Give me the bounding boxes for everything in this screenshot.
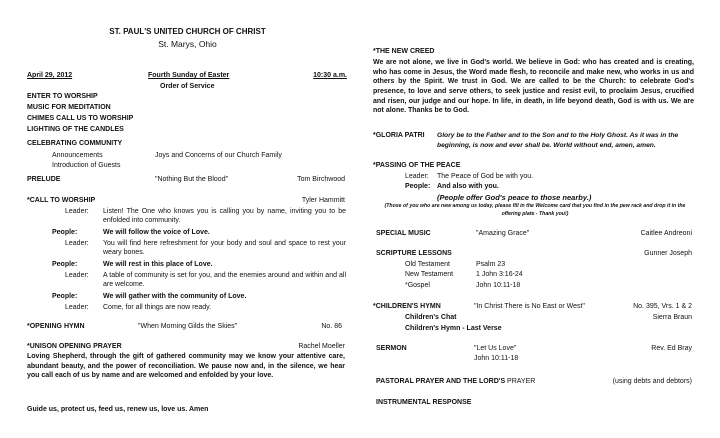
litany-text: Listen! The One who knows you is calling you by name, inviting you to be enfolded into community. — [103, 208, 346, 225]
litany-speaker: Leader: — [65, 240, 89, 247]
call-label: *CALL TO WORSHIP — [27, 197, 96, 204]
litany-speaker: Leader: — [65, 272, 89, 279]
item-candles: LIGHTING OF THE CANDLES — [27, 126, 124, 133]
lesson-ref: Psalm 23 — [476, 261, 506, 268]
unison-closing: Guide us, protect us, feed us, renew us, love us. Amen — [27, 406, 209, 413]
gloria-text: Glory be to the Father and to the Son and to the Holy Ghost. As it was in the beginning, is now and ever shall be. World without end, amen, amen. — [437, 132, 679, 149]
sermon-preacher: Rev. Ed Bray — [651, 345, 692, 352]
lesson-ref: 1 John 3:16-24 — [476, 271, 523, 278]
lessons-label: SCRIPTURE LESSONS — [376, 250, 452, 257]
lesson-name: New Testament — [405, 271, 454, 278]
peace-people-text: And also with you. — [437, 183, 499, 190]
litany-speaker: People: — [52, 229, 78, 236]
litany-speaker: Leader: — [65, 208, 89, 215]
litany-speaker: Leader: — [65, 304, 89, 311]
lesson-ref: John 10:11-18 — [476, 282, 521, 289]
litany-text: Come, for all things are now ready. — [103, 304, 212, 311]
peace-label: *PASSING OF THE PEACE — [373, 162, 461, 169]
childrens-chat-leader: Sierra Braun — [652, 314, 692, 321]
opening-hymn-label: *OPENING HYMN — [27, 323, 85, 330]
lesson-name: Old Testament — [405, 261, 451, 268]
service-sunday: Fourth Sunday of Easter — [148, 72, 230, 79]
sermon-reference: John 10:11-18 — [474, 355, 519, 362]
unison-prayer-text: Loving Shepherd, through the gift of gathered community may we know your attentive care, abundant beauty, and the power of reconciliation. We pause now and, in the silence, we hear you call each of us by name and are welcomed and enfolded by your love. — [27, 353, 345, 380]
pastoral-prayer-label — [376, 377, 535, 386]
order-title: Order of Service — [160, 83, 215, 90]
service-date: April 29, 2012 — [27, 72, 73, 79]
sermon-label: SERMON — [376, 345, 407, 352]
instrumental-response: INSTRUMENTAL RESPONSE — [376, 399, 472, 406]
announcements: Announcements — [52, 152, 103, 159]
lesson-name: *Gospel — [405, 282, 430, 289]
creed-label: *THE NEW CREED — [373, 48, 435, 55]
item-chimes: CHIMES CALL US TO WORSHIP — [27, 115, 134, 122]
litany-text: We will gather with the community of Love. — [103, 293, 247, 300]
service-time: 10:30 a.m. — [313, 72, 347, 79]
church-name: ST. PAUL'S UNITED CHURCH OF CHRIST — [109, 27, 266, 36]
special-music-label: SPECIAL MUSIC — [376, 230, 431, 237]
litany-text: We will rest in this place of Love. — [103, 261, 213, 268]
litany-text: A table of community is set for you, and the enemies around and within and all are welcome. — [103, 272, 346, 289]
special-music-title: "Amazing Grace" — [476, 230, 530, 237]
peace-offer: (People offer God's peace to those nearby.) — [437, 193, 592, 202]
special-music-performer: Caitlee Andreoni — [640, 230, 692, 237]
pastoral-prayer-label-rest: PRAYER — [505, 378, 536, 385]
childrens-hymn-number: No. 395, Vrs. 1 & 2 — [633, 303, 692, 310]
litany-speaker: People: — [52, 261, 78, 268]
item-music: MUSIC FOR MEDITATION — [27, 104, 111, 111]
gloria-label: *GLORIA PATRI — [373, 132, 425, 139]
litany-text: We will follow the voice of Love. — [103, 229, 210, 236]
creed-text: We are not alone, we live in God's world. We believe in God: who has created and is creating, who has come in Jesus, the Word made flesh, to reconcile and make new, who works in us and others by the Spirit. We trust in God. We are called to be the Church: to celebrate God's presence, to love and serve others, to seek justice and resist evil, to proclaim Jesus, crucified and risen, our judge and our hope. In life, in death, in life beyond death, God is with us. We are not alone. Thanks be to God. — [373, 59, 694, 115]
peace-people: People: — [405, 183, 431, 190]
prelude-performer: Tom Birchwood — [297, 176, 345, 183]
church-location: St. Marys, Ohio — [158, 39, 217, 49]
pastoral-prayer-note: (using debts and debtors) — [612, 378, 692, 385]
unison-leader: Rachel Moeller — [298, 343, 345, 350]
call-leader: Tyler Hammitt — [301, 197, 345, 204]
pastoral-prayer-label-bold: PASTORAL PRAYER AND THE LORD'S — [376, 378, 506, 385]
peace-note: (Those of you who are new among us today, please fill in the Welcome card that you find in the pew rack and drop it in the offering plate - Thank you!) — [384, 203, 686, 217]
intro-guests: Introduction of Guests — [52, 162, 121, 169]
peace-leader: Leader: — [405, 173, 429, 180]
litany-speaker: People: — [52, 293, 78, 300]
prelude-title: "Nothing But the Blood" — [155, 176, 229, 183]
childrens-chat-label: Children's Chat — [405, 314, 457, 321]
item-enter: ENTER TO WORSHIP — [27, 93, 98, 100]
lessons-reader: Gunner Joseph — [644, 250, 692, 257]
prelude-label: PRELUDE — [27, 176, 61, 183]
childrens-hymn-title: "In Christ There is No East or West" — [474, 303, 585, 310]
peace-leader-text: The Peace of God be with you. — [437, 173, 534, 180]
childrens-hymn-label: *CHILDREN'S HYMN — [373, 303, 441, 310]
celebrating-heading: CELEBRATING COMMUNITY — [27, 140, 123, 147]
litany-text: You will find here refreshment for your body and soul and space to rest your weary bones. — [103, 240, 346, 257]
unison-label: *UNISON OPENING PRAYER — [27, 343, 122, 350]
childrens-last-verse: Children's Hymn - Last Verse — [405, 325, 502, 332]
opening-hymn-number: No. 86 — [321, 323, 342, 330]
opening-hymn-title: "When Morning Gilds the Skies" — [138, 323, 238, 330]
announcements-desc: Joys and Concerns of our Church Family — [155, 152, 282, 159]
sermon-title: "Let Us Love" — [474, 345, 517, 352]
